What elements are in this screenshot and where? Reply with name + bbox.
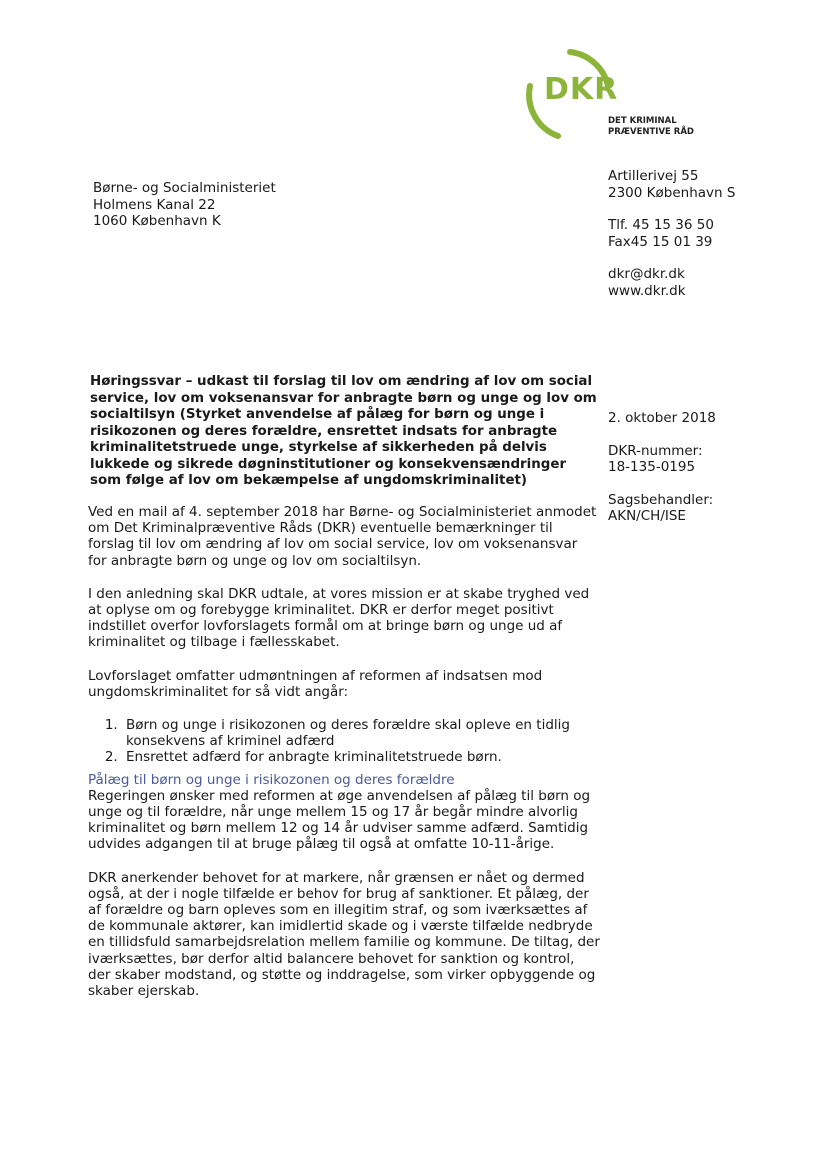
recipient-line3: 1060 København K bbox=[93, 213, 221, 229]
section-title: Pålæg til børn og unge i risikozonen og deres forældre bbox=[88, 771, 455, 788]
sender-email[interactable]: dkr@dkr.dk bbox=[608, 266, 685, 282]
sender-fax: Fax45 15 01 39 bbox=[608, 233, 713, 250]
recipient-address bbox=[93, 180, 276, 230]
scope-list bbox=[88, 717, 600, 766]
logo-subtitle bbox=[608, 116, 694, 138]
letter-body bbox=[88, 504, 600, 1016]
list-item: 2. Ensrettet adfærd for anbragte kriminalitetstruede børn. bbox=[122, 749, 600, 765]
paragraph-5: DKR anerkender behovet for at markere, når grænsen er nået og dermed også, at der i nogle tilfælde er behov for brug af sanktioner. Et pålæg, der af forældre og barn opleves som en illegitim straf, og som iværksættes af de kommunale aktører, kan imidlertid skade og i værste tilfælde nedbryde en tillidsfuld samarbejdsrelation mellem familie og kommune. De tiltag, der iværksættes, bør derfor altid balancere behovet for sanktion og kontrol, der skaber modstand, og støtte og inddragelse, som virker opbyggende og skaber ejerskab. bbox=[88, 869, 600, 1000]
logo-subtitle-line1: DET KRIMINAL bbox=[608, 116, 677, 126]
logo-subtitle-line2: PRÆVENTIVE RÅD bbox=[608, 127, 694, 137]
dkr-number-label: DKR-nummer: bbox=[608, 442, 703, 459]
dkr-logo bbox=[518, 46, 698, 146]
case-handler: AKN/CH/ISE bbox=[608, 508, 686, 524]
paragraph-3: Lovforslaget omfatter udmøntningen af reformen af indsatsen mod ungdomskriminalitet for så vidt angår: bbox=[88, 667, 543, 700]
sender-phone: Tlf. 45 15 36 50 bbox=[608, 217, 714, 233]
sender-street: Artillerivej 55 bbox=[608, 168, 699, 184]
recipient-line1: Børne- og Socialministeriet bbox=[93, 180, 276, 196]
letter-meta bbox=[608, 410, 716, 525]
list-item: 1. Børn og unge i risikozonen og deres forældre skal opleve en tidlig konsekvens af kriminel adfærd bbox=[122, 717, 600, 749]
sender-web[interactable]: www.dkr.dk bbox=[608, 282, 686, 299]
dkr-number: 18-135-0195 bbox=[608, 459, 696, 475]
sender-contact bbox=[608, 168, 735, 299]
sender-city: 2300 København S bbox=[608, 184, 736, 201]
paragraph-4: Regeringen ønsker med reformen at øge anvendelsen af pålæg til børn og unge og til forældre, når unge mellem 15 og 17 år begår mindre alvorlig kriminalitet og børn mellem 12 og 14 år udviser samme adfærd. Samtidig udvides adgangen til at bruge pålæg til også at omfatte 10-11-årige. bbox=[88, 787, 591, 853]
paragraph-2: I den anledning skal DKR udtale, at vores mission er at skabe tryghed ved at oplyse om og forebygge kriminalitet. DKR er derfor meget positivt indstillet overfor lovforslagets formål om at bringe børn og unge ud af kriminalitet og tilbage i fællesskabet. bbox=[88, 585, 590, 651]
logo-text: DKR bbox=[544, 72, 619, 107]
case-handler-label: Sagsbehandler: bbox=[608, 491, 714, 508]
letter-date: 2. oktober 2018 bbox=[608, 410, 716, 426]
paragraph-1: Ved en mail af 4. september 2018 har Børne- og Socialministeriet anmodet om Det Kriminalpræventive Råds (DKR) eventuelle bemærkninger til forslag til lov om ændring af lov om social service, lov om voksenansvar for anbragte børn og unge og lov om socialtilsyn. bbox=[88, 504, 597, 569]
subject-heading: Høringssvar – udkast til forslag til lov om ændring af lov om social service, lov om voksenansvar for anbragte børn og unge og lov om socialtilsyn (Styrket anvendelse af pålæg for børn og unge i risikozonen og deres forældre, ensrettet indsats for anbragte kriminalitetstruede unge, styrkelse af sikkerheden på delvis lukkede og sikrede døgninstitutioner og konsekvensændringer som følge af lov om bekæmpelse af ungdomskriminalitet) bbox=[90, 374, 597, 488]
recipient-line2: Holmens Kanal 22 bbox=[93, 196, 216, 213]
